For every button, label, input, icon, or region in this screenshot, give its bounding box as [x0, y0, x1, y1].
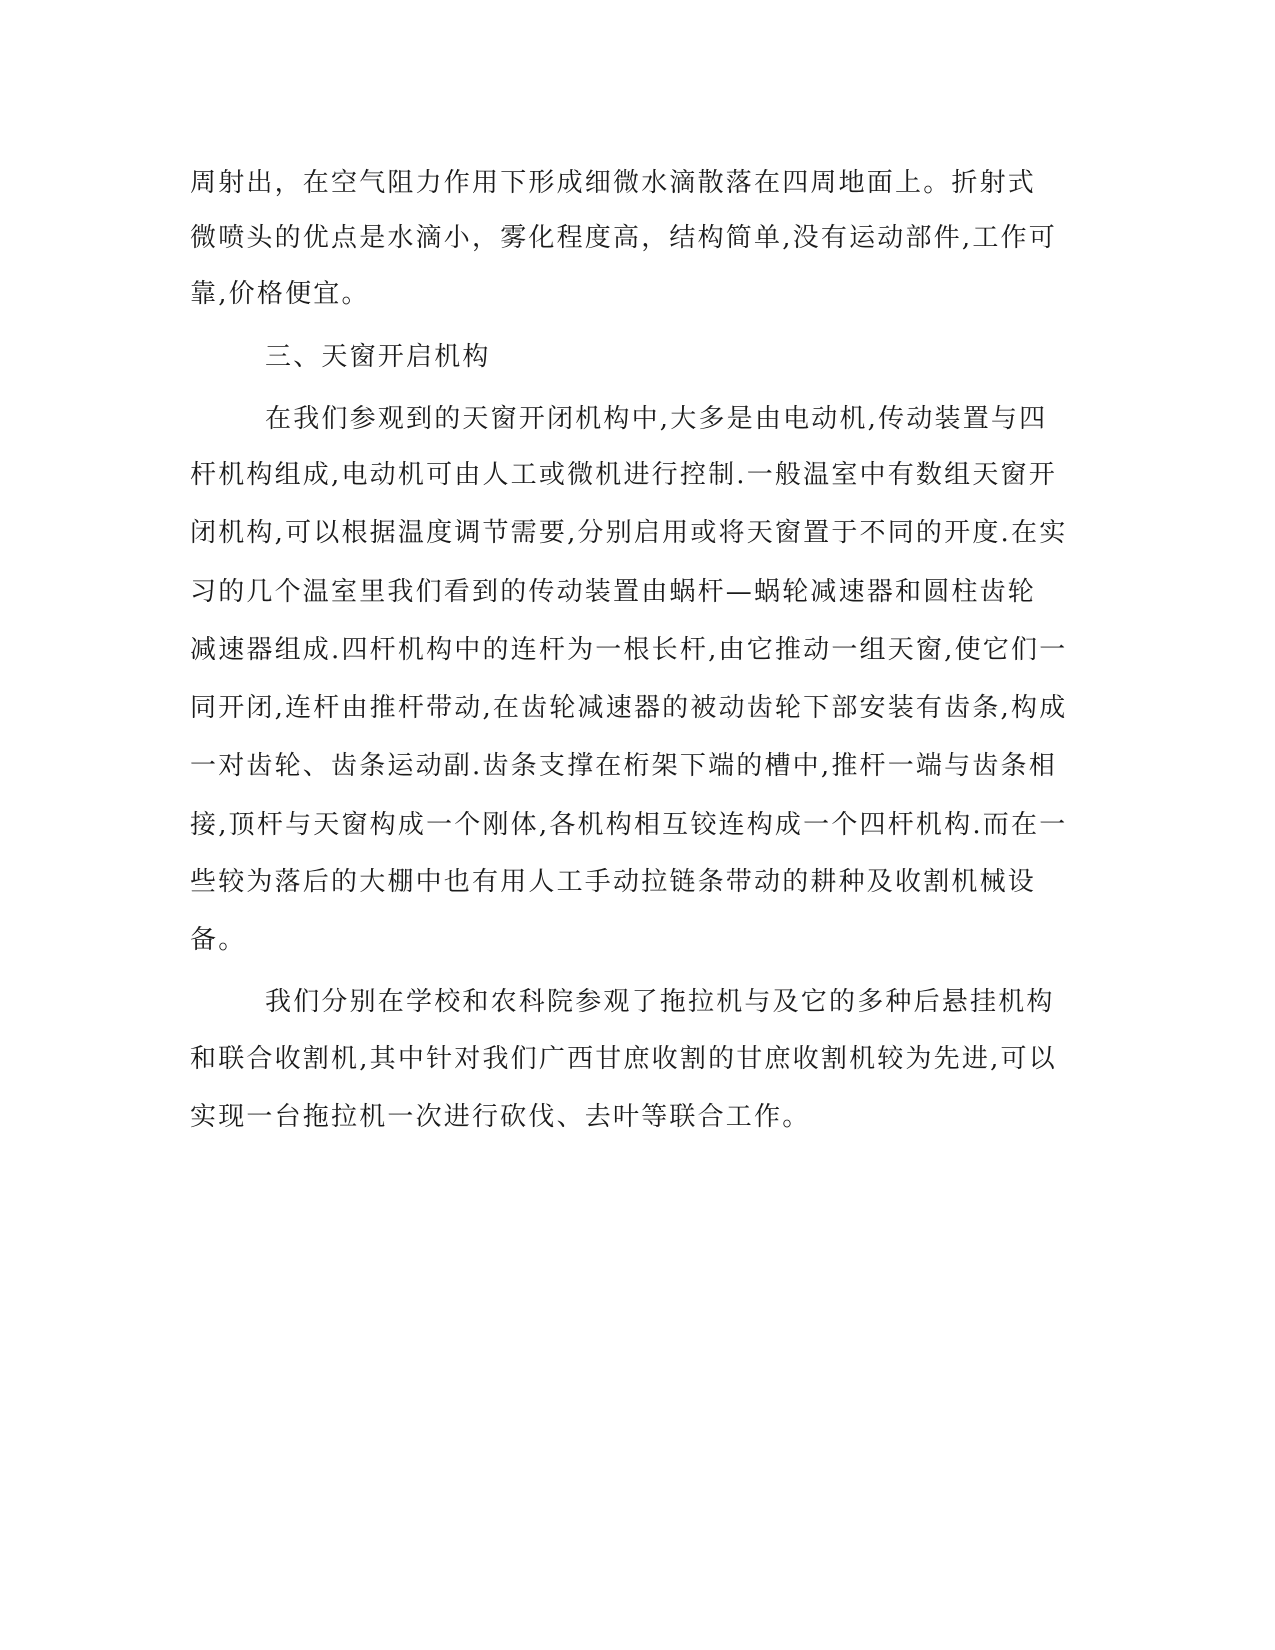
- text-line: 习的几个温室里我们看到的传动装置由蜗杆—蜗轮减速器和圆柱齿轮: [190, 577, 1037, 607]
- text-line: 实现一台拖拉机一次进行砍伐、去叶等联合工作。: [190, 1102, 811, 1132]
- text-line: 些较为落后的大棚中也有用人工手动拉链条带动的耕种及收割机械设: [190, 867, 1037, 897]
- text-line: 闭机构,可以根据温度调节需要,分别启用或将天窗置于不同的开度.在实: [190, 518, 1068, 548]
- text-line: 一对齿轮、齿条运动副.齿条支撑在桁架下端的槽中,推杆一端与齿条相: [190, 751, 1057, 781]
- text-line: 在我们参观到的天窗开闭机构中,大多是由电动机,传动装置与四: [265, 404, 1048, 434]
- text-line: 备。: [190, 925, 247, 955]
- text-line: 周射出，在空气阻力作用下形成细微水滴散落在四周地面上。折射式: [190, 168, 1037, 198]
- text-line: 杆机构组成,电动机可由人工或微机进行控制.一般温室中有数组天窗开: [190, 460, 1057, 490]
- text-line: 靠,价格便宜。: [190, 279, 370, 309]
- text-line: 微喷头的优点是水滴小，雾化程度高，结构简单,没有运动部件,工作可: [190, 223, 1057, 253]
- text-line: 和联合收割机,其中针对我们广西甘庶收割的甘庶收割机较为先进,可以: [190, 1044, 1057, 1074]
- section-heading: 三、天窗开启机构: [265, 342, 491, 372]
- text-line: 我们分别在学校和农科院参观了拖拉机与及它的多种后悬挂机构: [265, 987, 1055, 1017]
- text-line: 同开闭,连杆由推杆带动,在齿轮减速器的被动齿轮下部安装有齿条,构成: [190, 693, 1068, 723]
- text-line: 减速器组成.四杆机构中的连杆为一根长杆,由它推动一组天窗,使它们一: [190, 635, 1068, 665]
- text-line: 接,顶杆与天窗构成一个刚体,各机构相互铰连构成一个四杆机构.而在一: [190, 810, 1068, 840]
